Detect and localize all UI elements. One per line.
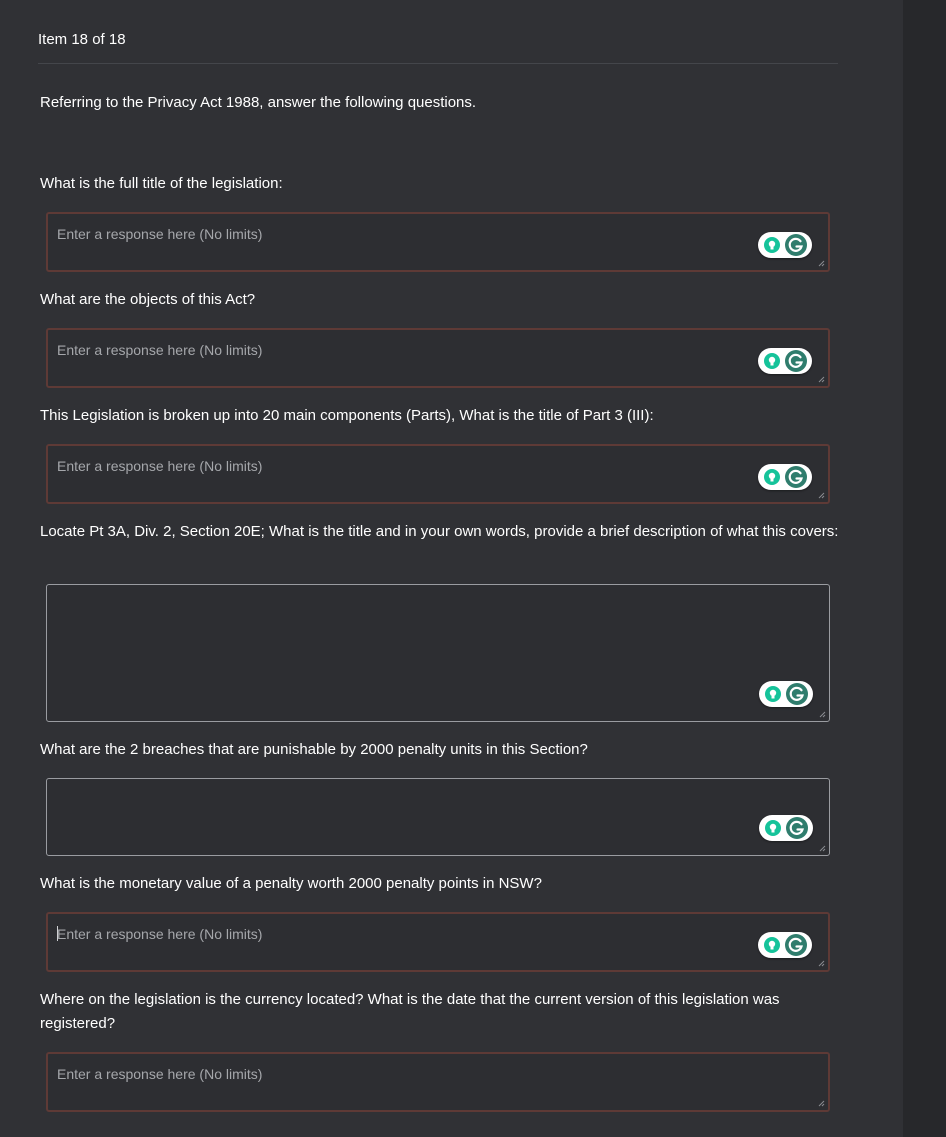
grammarly-widget[interactable] [758,464,812,490]
question-label: What are the objects of this Act? [40,291,256,308]
grammarly-widget[interactable] [758,232,812,258]
resize-handle-icon[interactable] [817,959,825,967]
lightbulb-icon [764,469,780,485]
resize-handle-icon[interactable] [817,375,825,383]
grammarly-widget[interactable] [758,348,812,374]
grammarly-icon [784,233,808,257]
question-label: What are the 2 breaches that are punishable by 2000 penalty units in this Section? [40,741,588,758]
response-placeholder [57,925,262,943]
grammarly-icon [785,682,809,706]
resize-handle-icon[interactable] [817,259,825,267]
grammarly-icon [784,465,808,489]
lightbulb-icon [764,353,780,369]
lightbulb-icon [765,686,781,702]
response-field[interactable] [46,328,830,388]
item-header [38,30,838,64]
response-placeholder: Enter a response here (No limits) [57,458,263,474]
response-field[interactable] [46,778,830,856]
grammarly-widget[interactable] [759,681,813,707]
question-label: Where on the legislation is the currency located? What is the date that the current version of this legislation was registered? [40,991,780,1032]
response-placeholder: Enter a response here (No limits) [57,226,263,242]
instructions: Referring to the Privacy Act 1988, answer the following questions. [40,94,477,111]
grammarly-icon [785,816,809,840]
question-label: This Legislation is broken up into 20 main components (Parts), What is the title of Part 3 (III): [40,407,654,424]
response-field[interactable] [46,584,830,722]
resize-handle-icon[interactable] [818,710,826,718]
grammarly-icon [784,349,808,373]
grammarly-widget[interactable] [759,815,813,841]
resize-handle-icon[interactable] [818,844,826,852]
response-placeholder-text: Enter a response here (No limits) [57,926,263,942]
lightbulb-icon [764,237,780,253]
grammarly-widget[interactable] [758,932,812,958]
response-field[interactable] [46,1052,830,1112]
response-field[interactable] [46,444,830,504]
lightbulb-icon [764,937,780,953]
side-panel [903,0,946,1137]
question-label: What is the full title of the legislation: [40,175,283,192]
response-placeholder: Enter a response here (No limits) [57,342,263,358]
lightbulb-icon [765,820,781,836]
item-counter: Item 18 of 18 [38,31,126,48]
question-label: Locate Pt 3A, Div. 2, Section 20E; What is the title and in your own words, provide a brief description of what this covers: [40,523,839,540]
grammarly-icon [784,933,808,957]
response-field[interactable] [46,912,830,972]
response-field[interactable] [46,212,830,272]
resize-handle-icon[interactable] [817,491,825,499]
resize-handle-icon[interactable] [817,1099,825,1107]
response-placeholder: Enter a response here (No limits) [57,1066,263,1082]
question-label: What is the monetary value of a penalty worth 2000 penalty points in NSW? [40,875,542,892]
